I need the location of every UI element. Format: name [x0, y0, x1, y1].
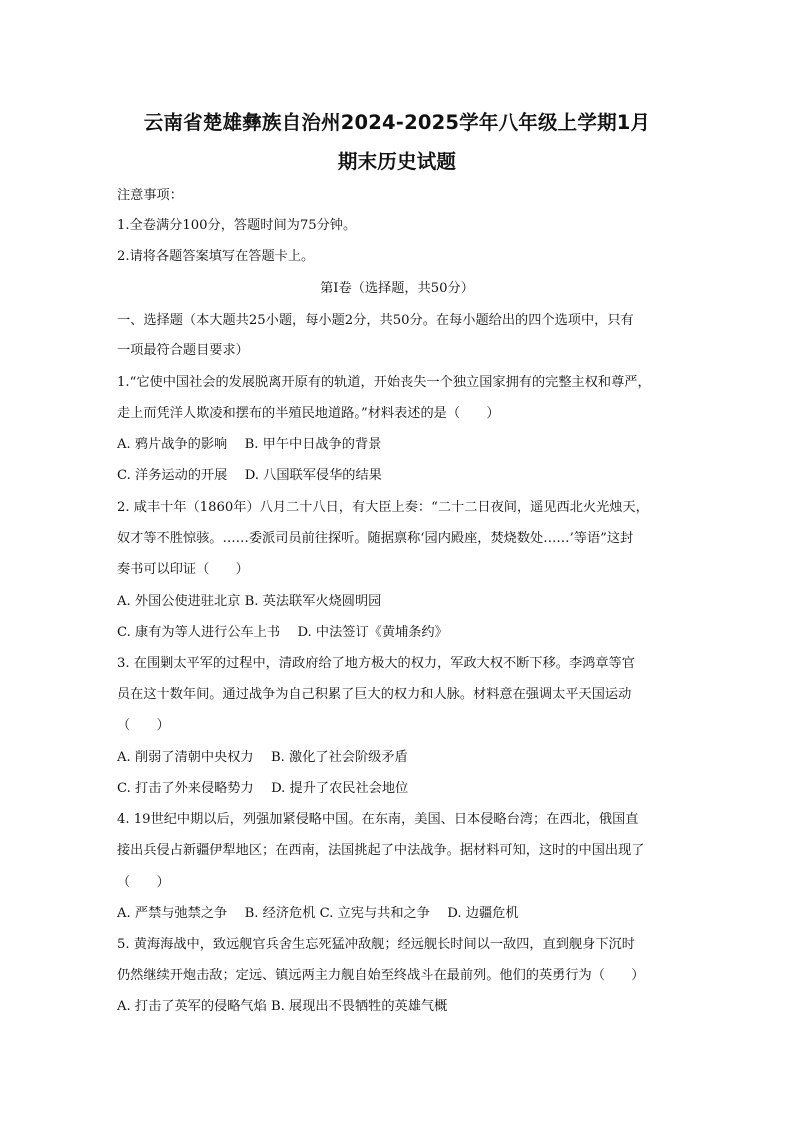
question-3-line-1: 3. 在围剿太平军的过程中，清政府给了地方极大的权力，军政大权不断下移。李鸿章等官: [117, 656, 635, 671]
question-3-line-2: 员在这十数年间。通过战争为自己积累了巨大的权力和人脉。材料意在强调太平天国运动: [117, 687, 632, 702]
notes-item-2: 2.请将各题答案填写在答题卡上。: [117, 249, 315, 264]
volume-title: 第Ⅰ卷（选择题，共50分）: [320, 281, 474, 296]
notes-item-1: 1.全卷满分100分，答题时间为75分钟。: [117, 218, 357, 233]
question-2-options-ab: A. 外国公使进驻北京 B. 英法联军火烧圆明园: [117, 594, 382, 609]
question-1-options-cd: C. 洋务运动的开展 D. 八国联军侵华的结果: [117, 468, 382, 483]
question-3-options-ab: A. 削弱了清朝中央权力 B. 激化了社会阶级矛盾: [117, 750, 408, 765]
section-intro-line-1: 一、选择题（本大题共25小题，每小题2分，共50分。在每小题给出的四个选项中，只有: [117, 313, 634, 328]
question-5-line-2: 仍然继续开炮击敌；定远、镇远两主力舰自始至终战斗在最前列。他们的英勇行为（ ）: [117, 968, 645, 983]
question-5-line-1: 5. 黄海海战中，致远舰官兵舍生忘死猛冲敌舰；经远舰长时间以一敌四，直到舰身下沉时: [117, 937, 635, 952]
question-2-line-2: 奴才等不胜惊骇。……委派司员前往探听。随据禀称‘园内殿座，焚烧数处……’等语”这封: [117, 531, 634, 546]
question-4-line-3: （ ）: [117, 875, 170, 890]
question-4-line-2: 接出兵侵占新疆伊犁地区；在西南，法国挑起了中法战争。据材料可知，这时的中国出现了: [117, 843, 645, 858]
exam-title-line-2: 期末历史试题: [337, 150, 457, 173]
question-2-line-3: 奏书可以印证（ ）: [117, 562, 249, 577]
question-4-options: A. 严禁与弛禁之争 B. 经济危机 C. 立宪与共和之争 D. 边疆危机: [117, 906, 519, 921]
question-1-options-ab: A. 鸦片战争的影响 B. 甲午中日战争的背景: [117, 437, 382, 452]
question-2-options-cd: C. 康有为等人进行公车上书 D. 中法签订《黄埔条约》: [117, 625, 448, 640]
question-2-line-1: 2. 咸丰十年（1860年）八月二十八日，有大臣上奏：“二十二日夜间，遥见西北火光烛天，: [117, 500, 649, 515]
notes-heading: 注意事项：: [117, 188, 183, 203]
question-1-line-2: 走上而凭洋人欺凌和摆布的半殖民地道路。”材料表述的是（ ）: [117, 406, 500, 421]
exam-title-line-1: 云南省楚雄彝族自治州2024-2025学年八年级上学期1月: [143, 111, 651, 134]
question-4-line-1: 4. 19世纪中期以后，列强加紧侵略中国。在东南，美国、日本侵略台湾；在西北，俄国直: [117, 812, 639, 827]
question-1-line-1: 1.“它使中国社会的发展脱离开原有的轨道，开始丧失一个独立国家拥有的完整主权和尊严，: [117, 375, 651, 390]
question-5-options-ab: A. 打击了英军的侵略气焰 B. 展现出不畏牺牲的英雄气概: [117, 999, 448, 1014]
section-intro-line-2: 一项最符合题目要求）: [117, 343, 249, 358]
question-3-options-cd: C. 打击了外来侵略势力 D. 提升了农民社会地位: [117, 781, 409, 796]
question-3-line-3: （ ）: [117, 718, 170, 733]
